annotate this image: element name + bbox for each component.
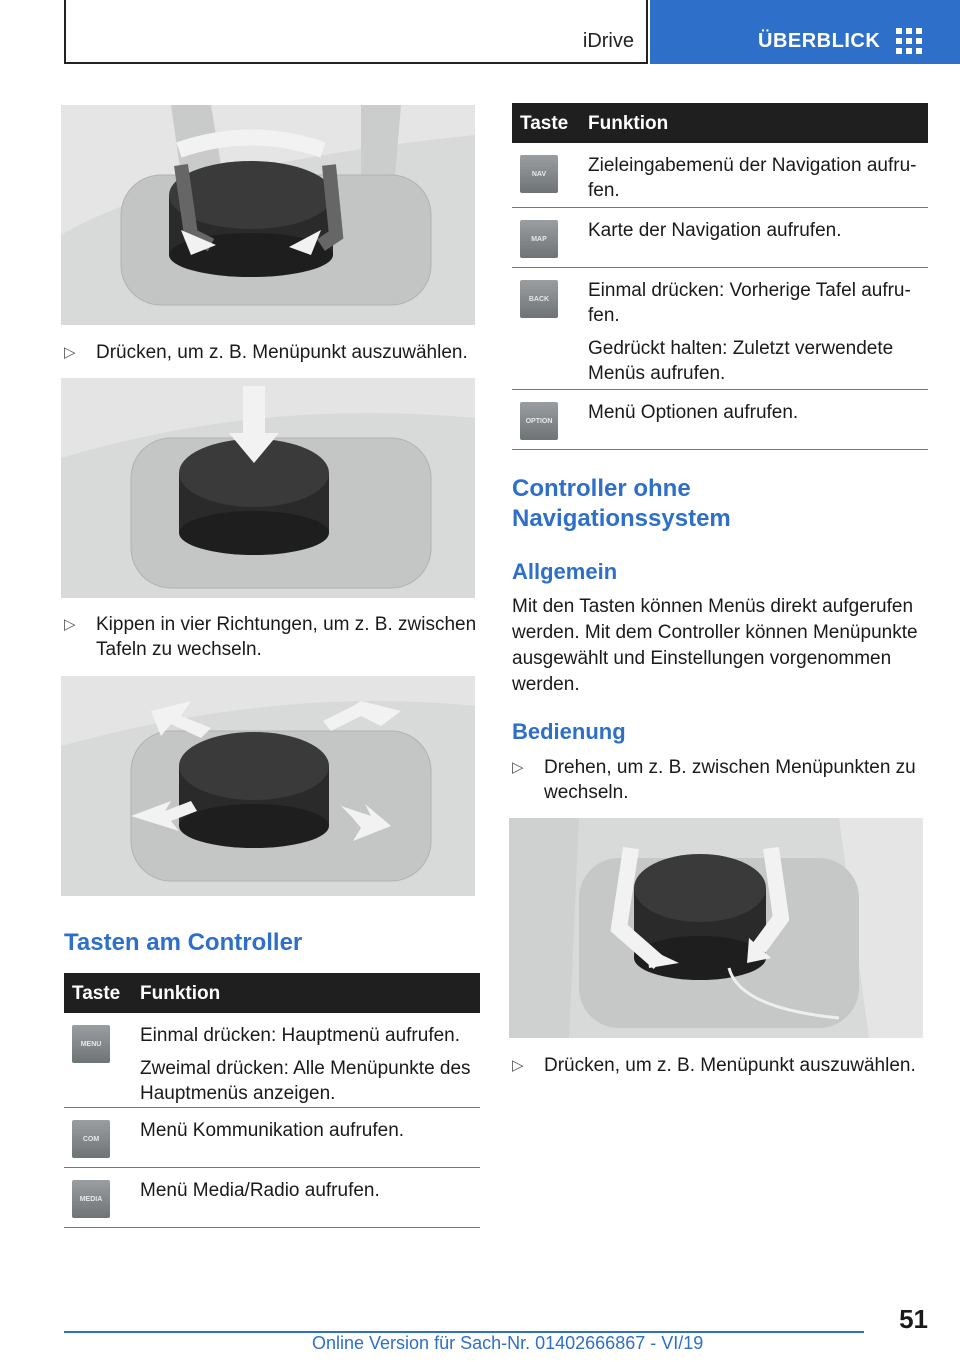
- table-row: BACK Einmal drücken: Vorherige Tafel aufru-fen. Gedrückt halten: Zuletzt verwendete Menüs aufrufen.: [512, 268, 928, 390]
- controller-tilt-image: [61, 378, 475, 598]
- heading-controller-ohne-nav: Controller ohne Navigationssystem: [512, 475, 731, 532]
- table-row: OPTION Menü Optionen aufrufen.: [512, 390, 928, 450]
- table-row: MENU Einmal drücken: Hauptmenü aufrufen. Zweimal drücken: Alle Menüpunkte des Hauptmenüs anzeigen.: [64, 1013, 480, 1108]
- media-key-icon[interactable]: MEDIA: [72, 1180, 110, 1218]
- table-row: NAV Zieleingabemenü der Navigation aufru-fen.: [512, 143, 928, 208]
- bullet-press: ▷ Drücken, um z. B. Menüpunkt auszuwählen.: [64, 342, 468, 363]
- table-header: Taste Funktion: [64, 973, 480, 1013]
- grid-icon: [896, 28, 922, 54]
- option-key-icon[interactable]: OPTION: [520, 402, 558, 440]
- keys-table-right: [512, 103, 928, 450]
- map-key-icon[interactable]: MAP: [520, 220, 558, 258]
- bullet-triangle-icon: ▷: [512, 759, 524, 776]
- back-key-icon[interactable]: BACK: [520, 280, 558, 318]
- bullet-triangle-icon: ▷: [64, 344, 76, 361]
- controller-rotate-image: [509, 818, 923, 1038]
- page-number: 51: [899, 1304, 928, 1334]
- controller-press-image: [61, 105, 475, 325]
- paragraph-allgemein: Mit den Tasten können Menüs direkt aufgerufen werden. Mit dem Controller können Menüpunkte ausgewählt und Einstellungen vorgenommen werden.: [512, 596, 918, 695]
- menu-key-icon[interactable]: MENU: [72, 1025, 110, 1063]
- bullet-triangle-icon: ▷: [64, 616, 76, 633]
- table-header: Taste Funktion: [512, 103, 928, 143]
- heading-allgemein: Allgemein: [512, 559, 618, 584]
- section-tab[interactable]: [650, 0, 960, 64]
- chapter-title: iDrive: [582, 30, 634, 52]
- header-frame: [64, 0, 648, 64]
- table-row: COM Menü Kommunikation aufrufen.: [64, 1108, 480, 1168]
- bullet-rotate: ▷ Drehen, um z. B. zwischen Menüpunkten zu wechseln.: [512, 757, 916, 803]
- com-key-icon[interactable]: COM: [72, 1120, 110, 1158]
- bullet-press-2: ▷ Drücken, um z. B. Menüpunkt auszuwählen.: [512, 1055, 916, 1076]
- bullet-triangle-icon: ▷: [512, 1057, 524, 1074]
- section-tab-label: ÜBERBLICK: [758, 30, 881, 52]
- keys-table-left: [64, 973, 480, 1228]
- footer-text: Online Version für Sach-Nr. 01402666867 - VI/19: [312, 1333, 704, 1353]
- nav-key-icon[interactable]: NAV: [520, 155, 558, 193]
- heading-tasten: Tasten am Controller: [64, 929, 303, 956]
- table-row: MAP Karte der Navigation aufrufen.: [512, 208, 928, 268]
- table-row: MEDIA Menü Media/Radio aufrufen.: [64, 1168, 480, 1228]
- heading-bedienung: Bedienung: [512, 719, 626, 744]
- bullet-tilt: ▷ Kippen in vier Richtungen, um z. B. zwischen Tafeln zu wechseln.: [64, 614, 477, 660]
- controller-move-image: [61, 676, 475, 896]
